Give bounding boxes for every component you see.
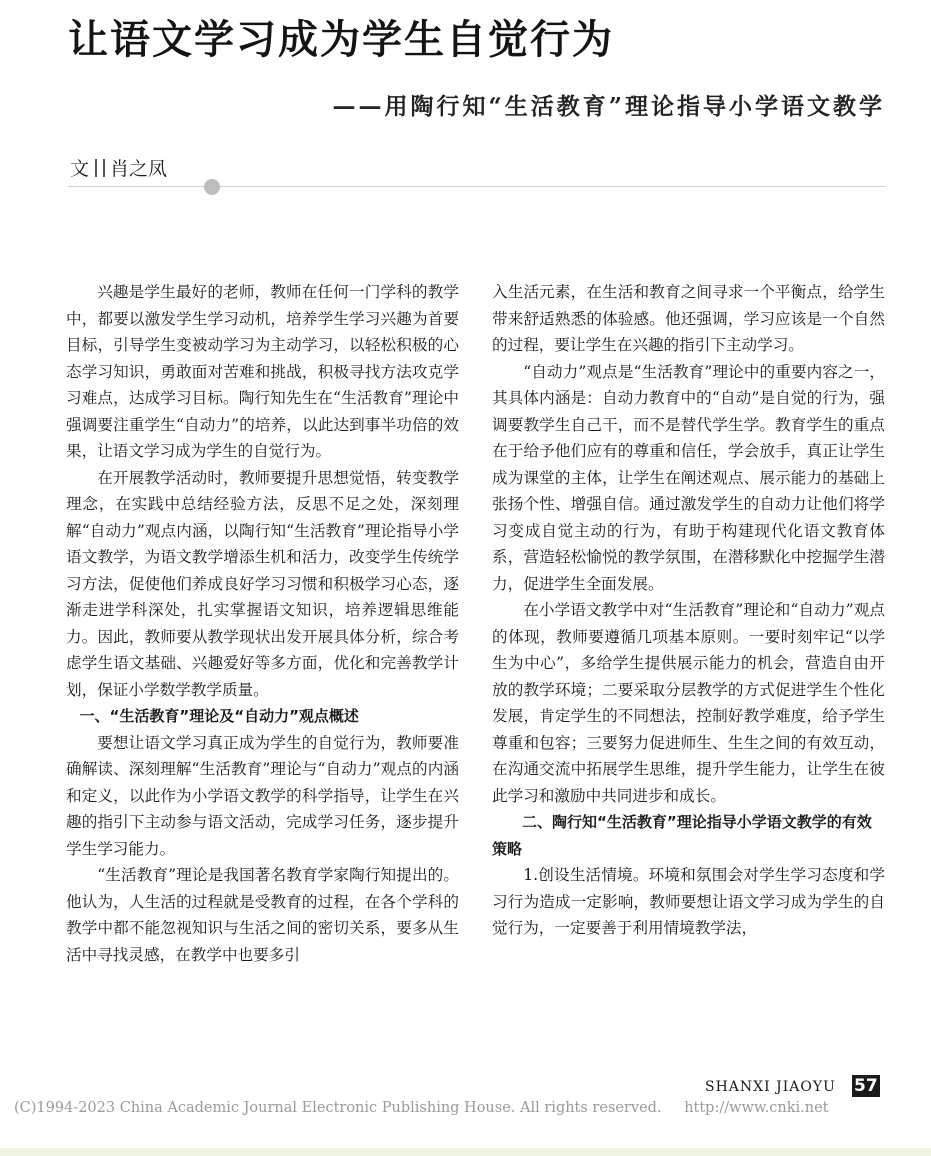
bottom-strip xyxy=(0,1148,931,1156)
left-column xyxy=(66,279,459,968)
body-paragraph: 在开展教学活动时，教师要提升思想觉悟，转变教学理念，在实践中总结经验方法，反思不足之处，深刻理解“自动力”观点内涵，以陶行知“生活教育”理论指导小学语文教学，为语文教学增添生机和活力，改变学生传统学习方法，促使他们养成良好学习习惯和积极学习心态，逐渐走进学科深处，扎实掌握语文知识，培养逻辑思维能力。因此，教师要从教学现状出发开展具体分析，综合考虑学生语文基础、兴趣爱好等多方面，优化和完善教学计划，保证小学数学教学质量。 xyxy=(66,468,459,699)
header-rule xyxy=(68,186,885,187)
page-number: 57 xyxy=(854,1076,878,1096)
body-paragraph: 1.创设生活情境。环境和氛围会对学生学习态度和学习行为造成一定影响，教师要想让语文学习成为学生的自觉行为，一定要善于利用情境教学法， xyxy=(492,866,885,937)
body-paragraph: 要想让语文学习真正成为学生的自觉行为，教师要准确解读、深刻理解“生活教育”理论与“自动力”观点的内涵和定义，以此作为小学语文教学的科学指导，让学生在兴趣的指引下主动参与语文活动，完成学习任务，逐步提升学生学习能力。 xyxy=(66,733,459,858)
article-subtitle: ——用陶行知“生活教育”理论指导小学语文教学 xyxy=(332,93,885,120)
section-heading: 二、陶行知“生活教育”理论指导小学语文教学的有效策略 xyxy=(492,813,872,858)
header-rule-dot xyxy=(204,179,220,195)
body-paragraph: 在小学语文教学中对“生活教育”理论和“自动力”观点的体现，教师要遵循几项基本原则。一要时刻牢记“以学生为中心”，多给学生提供展示能力的机会，营造自由开放的教学环境；二要采取分层教学的方式促进学生个性化发展，肯定学生的不同想法，控制好教学难度，给予学生尊重和包容；三要努力促进师生、生生之间的有效互动，在沟通交流中拓展学生思维，提升学生能力，让学生在彼此学习和激励中共同进步和成长。 xyxy=(492,601,885,805)
source-url[interactable]: http://www.cnki.net xyxy=(684,1100,829,1116)
body-paragraph: “自动力”观点是“生活教育”理论中的重要内容之一，其具体内涵是：自动力教育中的“自动”是自觉的行为，强调要教学生自己干，而不是替代学生学。教育学生的重点在于给予他们应有的尊重和信任，学会放手，真正让学生成为课堂的主体，让学生在阐述观点、展示能力的基础上张扬个性、增强自信。通过激发学生的自动力让他们将学习变成自觉主动的行为，有助于构建现代化语文教育体系，营造轻松愉悦的教学氛围，在潜移默化中挖掘学生潜力，促进学生全面发展。 xyxy=(492,362,885,593)
journal-name: SHANXI JIAOYU xyxy=(705,1079,836,1095)
article-title: 让语文学习成为学生自觉行为 xyxy=(68,17,614,63)
body-paragraph: “生活教育”理论是我国著名教育学家陶行知提出的。他认为，人生活的过程就是受教育的过程，在各个学科的教学中都不能忽视知识与生活之间的密切关系，要多从生活中寻找灵感，在教学中也要多引 xyxy=(66,866,459,964)
section-heading: 一、“生活教育”理论及“自动力”观点概述 xyxy=(79,707,359,725)
author-name: 肖之凤 xyxy=(110,158,168,180)
body-paragraph-continued: 入生活元素，在生活和教育之间寻求一个平衡点，给学生带来舒适熟悉的体验感。他还强调，学习应该是一个自然的过程，要让学生在兴趣的指引下主动学习。 xyxy=(492,283,885,354)
byline xyxy=(70,154,167,181)
byline-separator xyxy=(95,159,105,177)
byline-prefix: 文 xyxy=(70,158,90,180)
copyright-line xyxy=(14,1100,828,1116)
body-paragraph: 兴趣是学生最好的老师，教师在任何一门学科的教学中，都要以激发学生学习动机，培养学生学习兴趣为首要目标，引导学生变被动学习为主动学习，以轻松积极的心态学习知识，勇敢面对苦难和挑战，积极寻找方法攻克学习难点，达成学习目标。陶行知先生在“生活教育”理论中强调要注重学生“自动力”的培养，以此达到事半功倍的效果，让语文学习成为学生的自觉行为。 xyxy=(66,283,459,460)
right-column xyxy=(492,279,885,942)
copyright-text: (C)1994-2023 China Academic Journal Electronic Publishing House. All rights reserved. xyxy=(14,1100,662,1116)
